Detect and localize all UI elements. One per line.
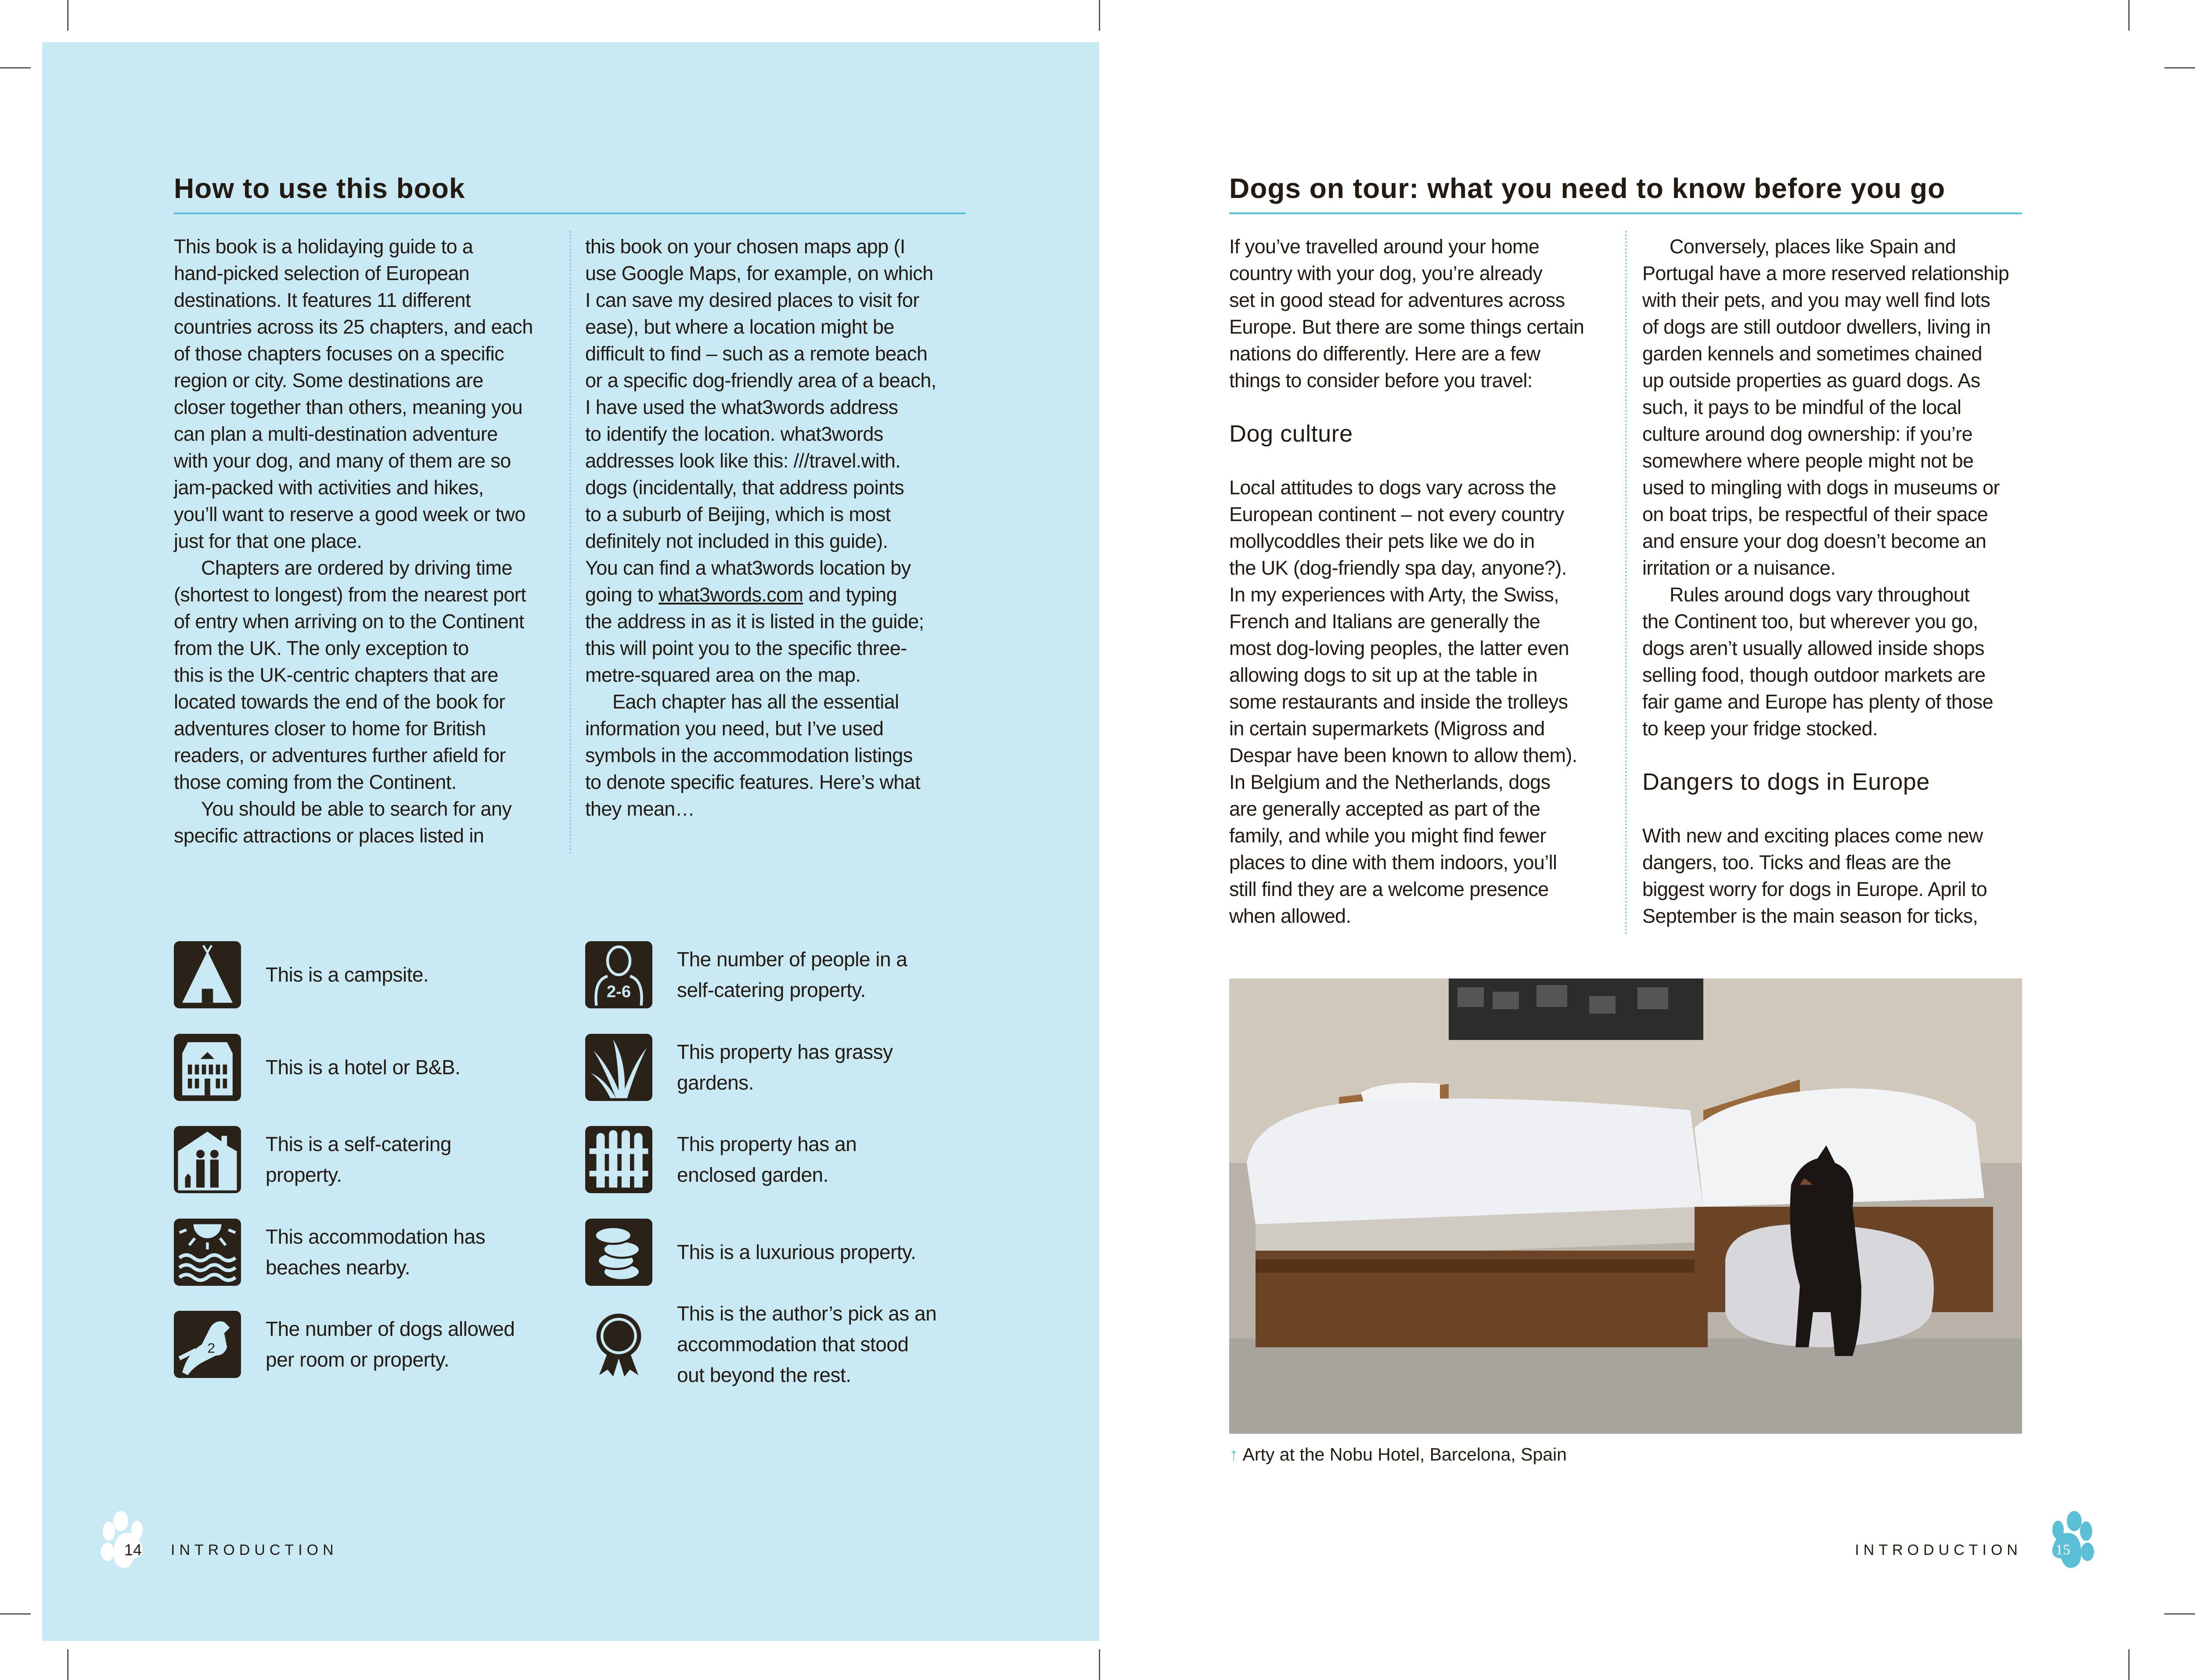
text-line: information you need, but I’ve used <box>585 717 884 740</box>
text-line: can plan a multi-destination adventure <box>174 423 498 445</box>
text-line: ease), but where a location might be <box>585 316 894 338</box>
crop-mark <box>1099 1649 1100 1680</box>
dog-jumping-icon <box>174 1311 241 1378</box>
text-line: adventures closer to home for British <box>174 717 486 740</box>
text-line: with your dog, and many of them are so <box>174 450 511 472</box>
text-line: set in good stead for adventures across <box>1229 289 1565 311</box>
text-line: jam-packed with activities and hikes, <box>174 476 484 499</box>
text-line: In my experiences with Arty, the Swiss, <box>1229 583 1559 606</box>
text-line: Chapters are ordered by driving time <box>201 557 512 579</box>
text-line: the UK (dog-friendly spa day, anyone?). <box>1229 557 1567 579</box>
text-line: garden kennels and sometimes chained <box>1642 342 1982 365</box>
legend-item <box>174 922 428 1027</box>
text-line: just for that one place. <box>174 530 362 552</box>
text-line: This book is a holidaying guide to a <box>174 235 473 258</box>
arrow-up-icon: ↑ <box>1229 1444 1238 1464</box>
text-line: this book on your chosen maps app (I <box>585 235 905 258</box>
text-line: to keep your fridge stocked. <box>1642 717 1878 740</box>
left-text-column-2 <box>585 233 967 822</box>
person-capacity-icon <box>585 941 652 1008</box>
page-number: 15 <box>2055 1542 2070 1558</box>
text-line: countries across its 25 chapters, and each <box>174 316 533 338</box>
page-number: 14 <box>124 1541 142 1559</box>
text-line: culture around dog ownership: if you’re <box>1642 423 1973 445</box>
legend-description: The number of people in a self-catering property. <box>677 948 907 1001</box>
title-underline <box>1229 212 2022 214</box>
text-line: difficult to find – such as a remote beach <box>585 342 928 365</box>
caption-text: Arty at the Nobu Hotel, Barcelona, Spain <box>1242 1444 1567 1464</box>
svg-text:2: 2 <box>207 1340 216 1356</box>
rosette-icon <box>585 1311 652 1378</box>
legend-item <box>585 1107 856 1212</box>
text-line: destinations. It features 11 different <box>174 289 471 311</box>
section-label: INTRODUCTION <box>171 1542 338 1558</box>
hotel-icon <box>174 1034 241 1101</box>
beach-sun-waves-icon <box>174 1219 241 1286</box>
text-line: country with your dog, you’re already <box>1229 262 1543 284</box>
column-divider <box>1625 231 1627 935</box>
text-segment: going to <box>585 583 659 606</box>
legend-description: This property has grassy gardens. <box>677 1040 893 1094</box>
text-line: on boat trips, be respectful of their space <box>1642 503 1988 525</box>
legend-item <box>174 1107 451 1212</box>
text-line: to a suburb of Beijing, which is most <box>585 503 891 525</box>
text-line: metre-squared area on the map. <box>585 664 861 686</box>
text-line: Conversely, places like Spain and <box>1670 235 1956 258</box>
text-line: when allowed. <box>1229 905 1351 927</box>
text-line: nations do differently. Here are a few <box>1229 342 1540 365</box>
legend-item <box>174 1014 461 1120</box>
self-catering-house-icon <box>174 1126 241 1193</box>
right-text-column-1 <box>1229 233 1611 929</box>
text-line: selling food, though outdoor markets are <box>1642 664 1986 686</box>
text-line: those coming from the Continent. <box>174 771 457 793</box>
section-label: INTRODUCTION <box>1855 1542 2022 1558</box>
text-line: used to mingling with dogs in museums or <box>1642 476 2000 499</box>
text-line <box>585 581 967 608</box>
crop-mark <box>2128 1649 2130 1680</box>
text-line: Portugal have a more reserved relationship <box>1642 262 2009 284</box>
text-line: with their pets, and you may well find lots <box>1642 289 1990 311</box>
crop-mark <box>0 1613 31 1615</box>
text-line: French and Italians are generally the <box>1229 610 1540 633</box>
text-line: such, it pays to be mindful of the local <box>1642 396 1961 418</box>
legend-description: This is a self-catering property. <box>266 1133 452 1186</box>
grass-icon <box>585 1034 652 1101</box>
subheading: Dog culture <box>1229 421 1353 447</box>
text-line: somewhere where people might not be <box>1642 450 1974 472</box>
text-segment: and typing <box>803 583 897 606</box>
text-line: they mean… <box>585 798 695 820</box>
text-line: specific attractions or places listed in <box>174 824 484 847</box>
text-line: and ensure your dog doesn’t become an <box>1642 530 1986 552</box>
text-line: Local attitudes to dogs vary across the <box>1229 476 1556 499</box>
text-line: of entry when arriving on to the Continent <box>174 610 524 633</box>
legend-description: This is a campsite. <box>266 963 429 986</box>
crop-mark <box>67 1649 68 1680</box>
text-line: this will point you to the specific three- <box>585 637 907 659</box>
text-line: this is the UK-centric chapters that are <box>174 664 498 686</box>
coin-stack-icon <box>585 1219 652 1286</box>
text-line: biggest worry for dogs in Europe. April to <box>1642 878 1987 900</box>
text-line: in certain supermarkets (Migross and <box>1229 717 1545 740</box>
text-line: are generally accepted as part of the <box>1229 798 1540 820</box>
text-line: With new and exciting places come new <box>1642 824 1983 847</box>
text-line: from the UK. The only exception to <box>174 637 469 659</box>
crop-mark <box>2164 67 2195 68</box>
legend-description: The number of dogs allowed per room or property. <box>266 1317 515 1371</box>
text-line: hand-picked selection of European <box>174 262 470 284</box>
text-line: dogs (incidentally, that address points <box>585 476 904 499</box>
text-line: You should be able to search for any <box>201 798 512 820</box>
crop-mark <box>1099 0 1100 31</box>
legend-description: This is a luxurious property. <box>677 1241 916 1263</box>
legend-description: This is a hotel or B&B. <box>266 1056 461 1079</box>
text-line: region or city. Some destinations are <box>174 369 483 392</box>
text-line: the address in as it is listed in the guide; <box>585 610 924 633</box>
legend-description: This property has an enclosed garden. <box>677 1133 857 1186</box>
text-line: symbols in the accommodation listings <box>585 744 913 766</box>
text-line: to identify the location. what3words <box>585 423 883 445</box>
legend-item <box>174 1199 485 1305</box>
legend-item <box>585 922 907 1027</box>
text-line: In Belgium and the Netherlands, dogs <box>1229 771 1551 793</box>
text-line: allowing dogs to sit up at the table in <box>1229 664 1538 686</box>
svg-text:2-6: 2-6 <box>606 982 631 1001</box>
text-line: September is the main season for ticks, <box>1642 905 1978 927</box>
title-underline <box>174 212 966 214</box>
crop-mark <box>67 0 68 31</box>
text-line: I have used the what3words address <box>585 396 898 418</box>
text-line: readers, or adventures further afield for <box>174 744 506 766</box>
text-line: If you’ve travelled around your home <box>1229 235 1540 258</box>
text-line: mollycoddles their pets like we do in <box>1229 530 1535 552</box>
crop-mark <box>2128 0 2130 31</box>
text-line: located towards the end of the book for <box>174 691 505 713</box>
fence-icon <box>585 1126 652 1193</box>
text-line: irritation or a nuisance. <box>1642 557 1836 579</box>
text-line: use Google Maps, for example, on which <box>585 262 933 284</box>
legend-item <box>585 1014 893 1120</box>
crop-mark <box>0 67 31 68</box>
text-line: (shortest to longest) from the nearest port <box>174 583 526 606</box>
text-line: addresses look like this: ///travel.with. <box>585 450 901 472</box>
subheading: Dangers to dogs in Europe <box>1642 769 1930 795</box>
legend-description: This is the author’s pick as an accommodation that stood out beyond the rest. <box>677 1302 937 1386</box>
text-line: definitely not included in this guide). <box>585 530 888 552</box>
text-line: to denote specific features. Here’s what <box>585 771 921 793</box>
text-line: things to consider before you travel: <box>1229 369 1533 392</box>
legend-item <box>174 1291 515 1397</box>
text-line: some restaurants and inside the trolleys <box>1229 691 1568 713</box>
left-page-title: How to use this book <box>174 173 465 204</box>
text-line: You can find a what3words location by <box>585 557 911 579</box>
photo-dog-on-hotel-bed <box>1229 979 2022 1434</box>
text-line: Each chapter has all the essential <box>612 691 899 713</box>
crop-mark <box>2164 1613 2195 1615</box>
text-line: Europe. But there are some things certain <box>1229 316 1584 338</box>
text-line: most dog-loving peoples, the latter even <box>1229 637 1569 659</box>
text-line: European continent – not every country <box>1229 503 1564 525</box>
right-text-column-2 <box>1642 233 2024 929</box>
what3words-link[interactable]: what3words.com <box>658 583 803 606</box>
text-line: family, and while you might find fewer <box>1229 824 1546 847</box>
right-page-title: Dogs on tour: what you need to know before you go <box>1229 173 1946 204</box>
text-line: you’ll want to reserve a good week or two <box>174 503 525 525</box>
photo-caption <box>1229 1444 1567 1465</box>
text-line: dangers, too. Ticks and fleas are the <box>1642 851 1951 874</box>
text-line: Rules around dogs vary throughout <box>1670 583 1970 606</box>
legend-item <box>585 1291 936 1397</box>
text-line: still find they are a welcome presence <box>1229 878 1549 900</box>
paw-icon <box>2037 1510 2098 1572</box>
text-line: dogs aren’t usually allowed inside shops <box>1642 637 1984 659</box>
text-line: places to dine with them indoors, you’ll <box>1229 851 1557 874</box>
text-line: or a specific dog-friendly area of a beach, <box>585 369 936 392</box>
text-line: fair game and Europe has plenty of those <box>1642 691 1993 713</box>
text-line: closer together than others, meaning you <box>174 396 522 418</box>
text-line: of dogs are still outdoor dwellers, living in <box>1642 316 1991 338</box>
left-text-column-1 <box>174 233 556 849</box>
text-line: up outside properties as guard dogs. As <box>1642 369 1980 392</box>
legend-description: This accommodation has beaches nearby. <box>266 1225 486 1279</box>
text-line: the Continent too, but wherever you go, <box>1642 610 1978 633</box>
legend-item <box>585 1199 916 1305</box>
column-divider <box>569 231 571 854</box>
text-line: I can save my desired places to visit for <box>585 289 919 311</box>
text-line: of those chapters focuses on a specific <box>174 342 504 365</box>
text-line: Despar have been known to allow them). <box>1229 744 1577 766</box>
tent-icon <box>174 941 241 1008</box>
